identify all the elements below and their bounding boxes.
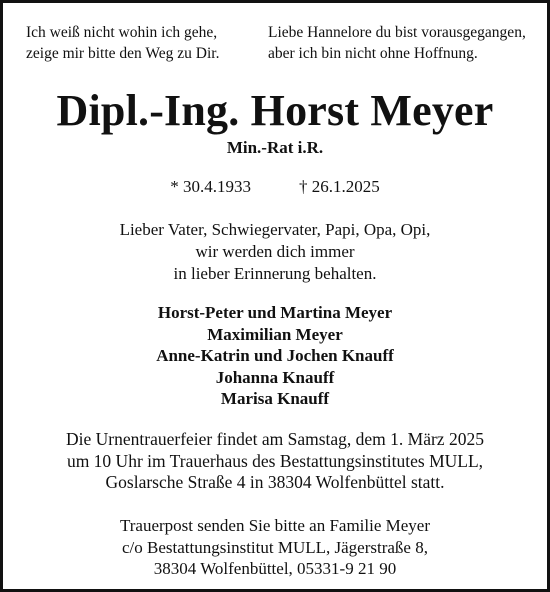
mourner-name: Maximilian Meyer [207,324,343,344]
farewell-line: in lieber Erinnerung behalten. [173,264,377,283]
quote-left-line: zeige mir bitte den Weg zu Dir. [26,45,220,62]
farewell-text [3,219,547,285]
ceremony-line: um 10 Uhr im Trauerhaus des Bestattungsinstitutes MULL, [66,450,484,471]
contact-line: c/o Bestattungsinstitut MULL, Jägerstraße 8, [122,537,428,557]
mourner-name: Johanna Knauff [215,367,335,387]
contact-line: Trauerpost senden Sie bitte an Familie Meyer [119,516,431,535]
birth-date: * 30.4.1933 [170,177,251,196]
quote-left-line: Ich weiß nicht wohin ich gehe, [26,24,218,41]
deceased-title: Min.-Rat i.R. [226,138,324,157]
quote-right-line: Liebe Hannelore du bist vorausgegangen, [268,24,526,41]
mourner-name: Anne-Katrin und Jochen Knauff [156,346,394,365]
mourners-list [3,302,547,410]
quote-right-line: aber ich bin nicht ohne Hoffnung. [268,45,478,62]
ceremony-line: Goslarsche Straße 4 in 38304 Wolfenbüttel statt. [105,472,445,492]
farewell-line: wir werden dich immer [195,242,355,261]
mourner-name: Horst-Peter und Martina Meyer [157,303,393,322]
death-date: † 26.1.2025 [299,177,380,196]
quote-left [26,22,219,64]
contact-info [3,515,547,580]
deceased-name: Dipl.-Ing. Horst Meyer [56,86,494,135]
life-dates [3,176,547,198]
ceremony-line: Die Urnentrauerfeier findet am Samstag, dem 1. März 2025 [66,429,484,449]
farewell-line: Lieber Vater, Schwiegervater, Papi, Opa, Opi, [119,220,431,239]
mourner-name: Marisa Knauff [220,389,330,408]
quote-right [268,22,526,64]
contact-line: 38304 Wolfenbüttel, 05331-9 21 90 [153,559,397,578]
ceremony-info [3,429,547,494]
